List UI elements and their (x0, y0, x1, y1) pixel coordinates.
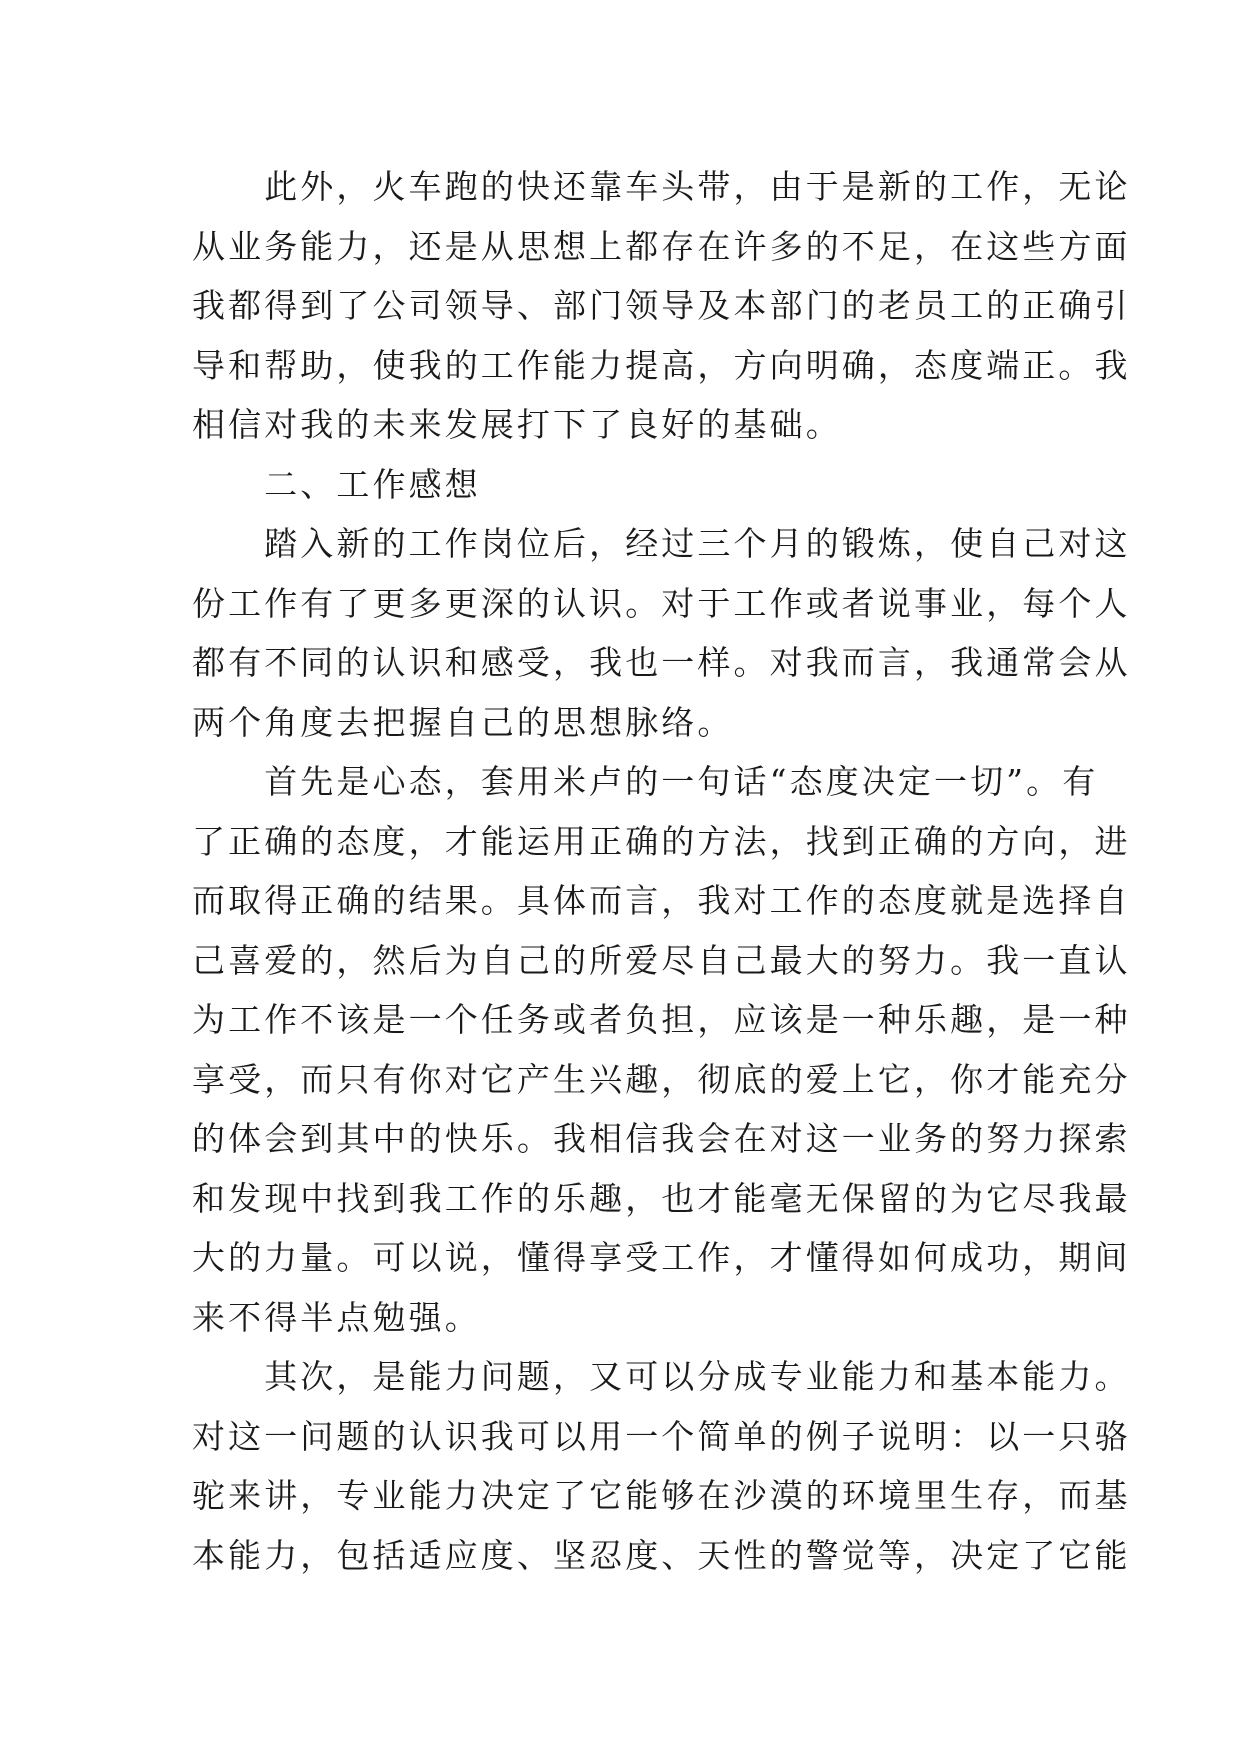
text-line: 相信对我的未来发展打下了良好的基础。 (192, 405, 842, 444)
text-line: 本能力，包括适应度、坚忍度、天性的警觉等，决定了它能 (192, 1535, 1131, 1575)
text-line: 己喜爱的，然后为自己的所爱尽自己最大的努力。我一直认 (192, 940, 1131, 980)
text-line: 大的力量。可以说，懂得享受工作，才懂得如何成功，期间 (192, 1238, 1131, 1277)
text-line: 驼来讲，专业能力决定了它能够在沙漠的环境里生存，而基 (192, 1476, 1131, 1515)
text-line: 首先是心态，套用米卢的一句话“态度决定一切”。有 (192, 762, 1099, 801)
text-line: 其次，是能力问题，又可以分成专业能力和基本能力。 (192, 1357, 1131, 1396)
text-line: 享受，而只有你对它产生兴趣，彻底的爱上它，你才能充分 (192, 1059, 1131, 1099)
text-line: 对这一问题的认识我可以用一个简单的例子说明：以一只骆 (192, 1416, 1131, 1456)
text-line: 和发现中找到我工作的乐趣，也才能毫无保留的为它尽我最 (192, 1178, 1131, 1218)
text-line: 了正确的态度，才能运用正确的方法，找到正确的方向，进 (192, 821, 1131, 861)
section-heading: 二、工作感想 (192, 464, 481, 504)
text-line: 份工作有了更多更深的认识。对于工作或者说事业，每个人 (192, 583, 1131, 623)
text-line: 此外，火车跑的快还靠车头带，由于是新的工作，无论 (192, 167, 1131, 206)
text-line: 都有不同的认识和感受，我也一样。对我而言，我通常会从 (192, 643, 1131, 682)
text-line: 导和帮助，使我的工作能力提高，方向明确，态度端正。我 (192, 345, 1131, 385)
text-line: 来不得半点勉强。 (192, 1297, 481, 1337)
text-line: 的体会到其中的快乐。我相信我会在对这一业务的努力探索 (192, 1119, 1131, 1158)
text-line: 我都得到了公司领导、部门领导及本部门的老员工的正确引 (192, 286, 1131, 325)
text-line: 从业务能力，还是从思想上都存在许多的不足，在这些方面 (192, 226, 1131, 266)
text-line: 为工作不该是一个任务或者负担，应该是一种乐趣，是一种 (192, 1000, 1131, 1039)
text-line: 踏入新的工作岗位后，经过三个月的锻炼，使自己对这 (192, 524, 1131, 563)
text-line: 而取得正确的结果。具体而言，我对工作的态度就是选择自 (192, 881, 1131, 920)
text-line: 两个角度去把握自己的思想脉络。 (192, 702, 734, 742)
body-text (192, 157, 1131, 1585)
